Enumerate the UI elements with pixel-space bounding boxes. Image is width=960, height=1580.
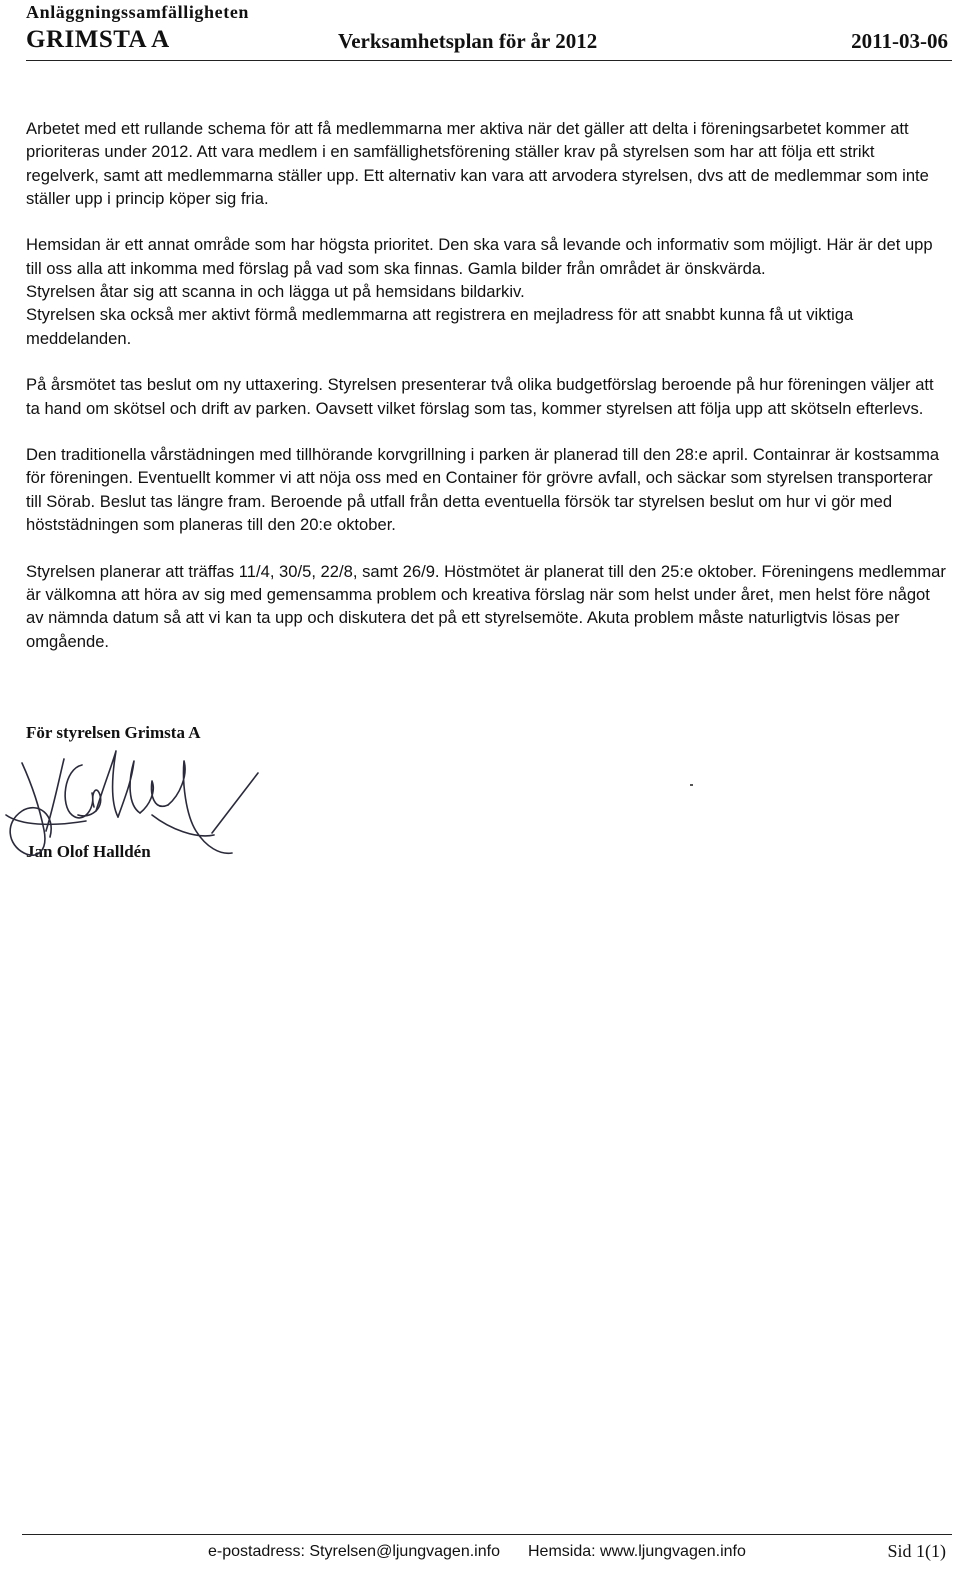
footer-website: Hemsida: www.ljungvagen.info <box>528 1543 746 1560</box>
paragraph-membership: Arbetet med ett rullande schema för att få medlemmarna mer aktiva när det gäller att delta i föreningsarbetet kommer att prioriteras under 2012. Att vara medlem i en samfällighetsförening ställer krav på styrelsen som har att följa ett strikt regelverk, samt att medlemmarna ställer upp. Ett alternativ kan vara att arvodera styrelsen, dvs att de medlemmar som inte ställer upp i princip köper sig fria. <box>26 119 929 208</box>
footer-email: e-postadress: Styrelsen@ljungvagen.info <box>208 1543 500 1560</box>
paragraph-spring-cleaning: Den traditionella vårstädningen med tillhörande korvgrillning i parken är planerad till den 28:e april. Containrar är kostsamma för föreningen. Eventuellt kommer vi att nöja oss med en Container för grövre avfall, och säckar som styrelsen transporterar till Sörab. Beslut tas längre fram. Beroende på utfall från detta eventuella försök tar styrelsen beslut om hur vi gör med höststädningen som planeras till den 20:e oktober. <box>26 445 940 535</box>
header-divider <box>26 60 952 61</box>
paragraph-annual-meeting: På årsmötet tas beslut om ny uttaxering. Styrelsen presenterar två olika budgetförslag beroende på hur föreningen väljer att ta hand om skötsel och drift av parken. Oavsett vilket förslag som tas, kommer styrelsen att följa upp att skötseln efterlevs. <box>26 375 934 418</box>
handwritten-signature <box>0 735 270 870</box>
signatory-name: Jan Olof Halldén <box>26 842 151 861</box>
footer-divider <box>22 1534 952 1535</box>
paragraph-meeting-dates: Styrelsen planerar att träffas 11/4, 30/5, 22/8, samt 26/9. Höstmötet är planerat till den 25:e oktober. Föreningens medlemmar är välkomna att höra av sig med gemensamma problem och kreativa förslag när som helst under året, men helst före något av nämnda datum så att vi kan ta upp och diskutera det på ett styrelsemöte. Akuta problem måste naturligtvis lösas per omgående. <box>26 561 946 651</box>
paragraph-website <box>26 233 946 349</box>
paragraph-website-scanning: Styrelsen åtar sig att scanna in och lägga ut på hemsidans bildarkiv. <box>26 282 525 302</box>
organization-type: Anläggningssamfälligheten <box>26 2 250 22</box>
scan-speck <box>690 784 693 786</box>
document-body <box>26 117 946 676</box>
signature-heading: För styrelsen Grimsta A <box>26 723 201 742</box>
document-header <box>26 26 950 56</box>
paragraph-website-text: Hemsidan är ett annat område som har högsta prioritet. Den ska vara så levande och informativ som möjligt. Här är det upp till oss alla att inkomma med förslag på vad som ska finnas. Gamla bilder från området är önskvärda. <box>26 235 933 278</box>
document-date: 2011-03-06 <box>851 29 948 53</box>
page-number: Sid 1(1) <box>887 1541 946 1561</box>
document-title: Verksamhetsplan för år 2012 <box>338 29 598 53</box>
association-name: GRIMSTA A <box>26 26 170 53</box>
paragraph-website-email: Styrelsen ska också mer aktivt förmå medlemmarna att registrera en mejladress för att snabbt kunna få ut viktiga meddelanden. <box>26 305 854 348</box>
document-footer <box>0 1543 960 1567</box>
